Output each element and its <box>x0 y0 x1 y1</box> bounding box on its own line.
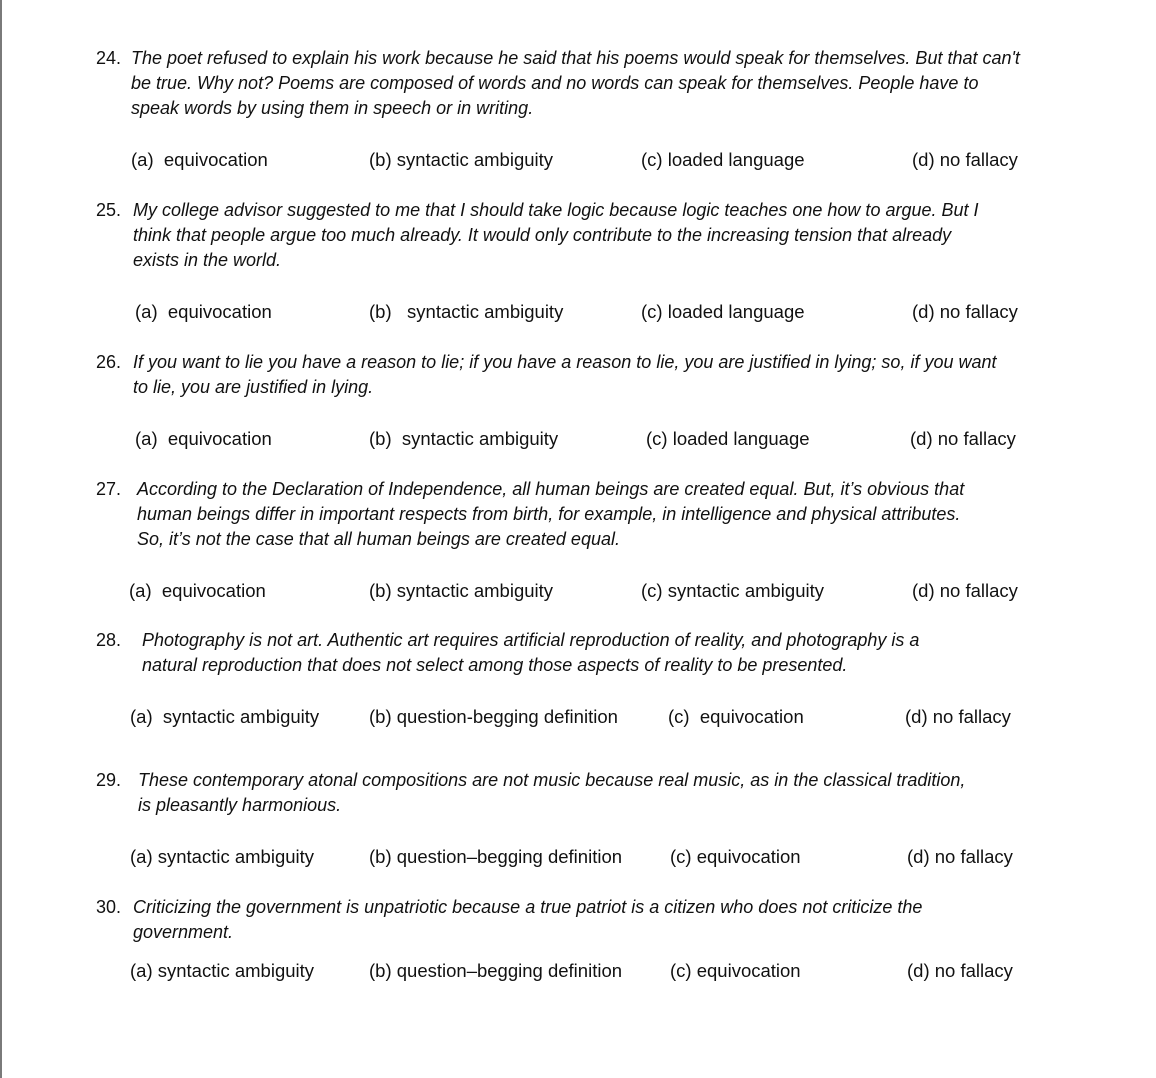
option-b[interactable]: (b) question–begging definition <box>369 846 623 867</box>
question-text: According to the Declaration of Independence, all human beings are created equal. But, it’s obvious that human beings differ in important respects from birth, for example, in intelligence and physical attributes. So, it’s not the case that all human beings are created equal. <box>137 479 965 549</box>
answer-options-30 <box>0 959 1100 983</box>
question-24 <box>96 46 1066 121</box>
question-26 <box>96 350 1066 400</box>
option-a[interactable]: (a) equivocation <box>135 428 272 449</box>
question-number: 27. <box>96 479 122 499</box>
option-b[interactable]: (b) syntactic ambiguity <box>369 580 554 601</box>
option-c[interactable]: (c) loaded language <box>641 301 805 322</box>
option-a[interactable]: (a) syntactic ambiguity <box>130 706 320 727</box>
question-number: 25. <box>96 200 122 220</box>
option-a[interactable]: (a) syntactic ambiguity <box>130 846 315 867</box>
answer-options-28 <box>0 705 1100 729</box>
question-text: Photography is not art. Authentic art requires artificial reproduction of reality, and photography is a natural reproduction that does not select among those aspects of reality to be presented. <box>142 630 920 675</box>
question-text: Criticizing the government is unpatriotic because a true patriot is a citizen who does not criticize the government. <box>133 897 923 942</box>
answer-options-25 <box>0 300 1100 324</box>
option-a[interactable]: (a) equivocation <box>129 580 266 601</box>
question-number: 28. <box>96 630 122 650</box>
option-b[interactable]: (b) question-begging definition <box>369 706 618 727</box>
question-text: If you want to lie you have a reason to lie; if you have a reason to lie, you are justified in lying; so, if you want to lie, you are justified in lying. <box>133 352 997 397</box>
answer-options-24 <box>0 148 1100 172</box>
question-number: 24. <box>96 48 122 68</box>
answer-options-29 <box>0 845 1100 869</box>
option-b[interactable]: (b) syntactic ambiguity <box>369 428 559 449</box>
option-d[interactable]: (d) no fallacy <box>912 149 1018 170</box>
option-a[interactable]: (a) equivocation <box>131 149 268 170</box>
option-c[interactable]: (c) equivocation <box>668 706 804 727</box>
option-c[interactable]: (c) syntactic ambiguity <box>641 580 824 601</box>
answer-options-27 <box>0 579 1100 603</box>
question-text: The poet refused to explain his work because he said that his poems would speak for themselves. But that can't be true. Why not? Poems are composed of words and no words can speak for themselves. People have to speak words by using them in speech or in writing. <box>131 48 1020 118</box>
option-c[interactable]: (c) loaded language <box>641 149 805 170</box>
option-d[interactable]: (d) no fallacy <box>912 301 1018 322</box>
question-text: These contemporary atonal compositions are not music because real music, as in the classical tradition, is pleasantly harmonious. <box>138 770 966 815</box>
question-text: My college advisor suggested to me that I should take logic because logic teaches one how to argue. But I think that people argue too much already. It would only contribute to the increasing tension that already exists in the world. <box>133 200 979 270</box>
option-a[interactable]: (a) equivocation <box>135 301 272 322</box>
question-number: 29. <box>96 770 122 790</box>
option-b[interactable]: (b) question–begging definition <box>369 960 623 981</box>
option-d[interactable]: (d) no fallacy <box>912 580 1018 601</box>
option-d[interactable]: (d) no fallacy <box>907 960 1013 981</box>
question-27 <box>96 477 1066 552</box>
question-number: 30. <box>96 897 122 917</box>
option-a[interactable]: (a) syntactic ambiguity <box>130 960 315 981</box>
question-28 <box>96 628 1066 678</box>
question-29 <box>96 768 1066 818</box>
option-c[interactable]: (c) loaded language <box>646 428 810 449</box>
option-b[interactable]: (b) syntactic ambiguity <box>369 149 554 170</box>
question-number: 26. <box>96 352 122 372</box>
option-b[interactable]: (b) syntactic ambiguity <box>369 301 564 322</box>
answer-options-26 <box>0 427 1100 451</box>
question-25 <box>96 198 1066 273</box>
option-d[interactable]: (d) no fallacy <box>905 706 1011 727</box>
option-d[interactable]: (d) no fallacy <box>910 428 1016 449</box>
option-c[interactable]: (c) equivocation <box>670 846 801 867</box>
option-d[interactable]: (d) no fallacy <box>907 846 1013 867</box>
question-30 <box>96 895 1066 945</box>
option-c[interactable]: (c) equivocation <box>670 960 801 981</box>
